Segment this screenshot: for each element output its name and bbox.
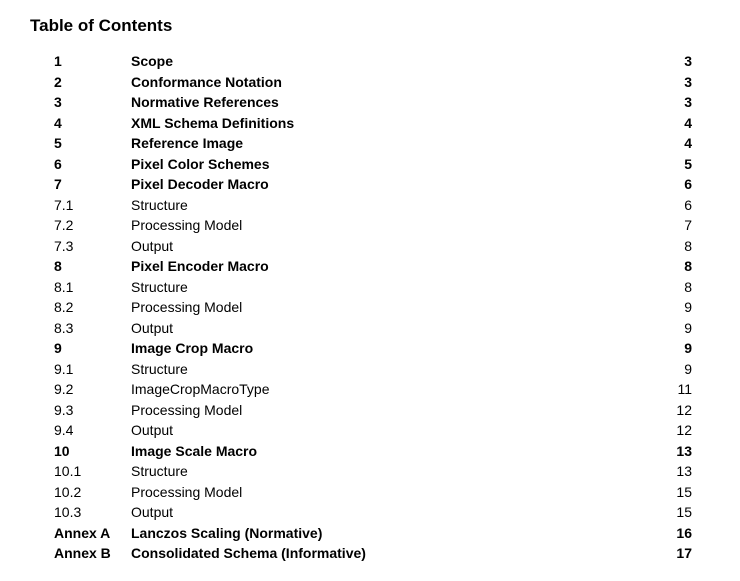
toc-entry[interactable] (0, 502, 740, 523)
toc-entry[interactable] (0, 277, 740, 298)
toc-entry[interactable] (0, 72, 740, 93)
toc-entry[interactable] (0, 174, 740, 195)
toc-entry-page-number: 3 (684, 53, 692, 69)
toc-entry-title: Pixel Decoder Macro (131, 176, 269, 192)
toc-entry[interactable] (0, 441, 740, 462)
toc-entry[interactable] (0, 154, 740, 175)
toc-entry-page-number: 9 (684, 319, 692, 336)
toc-entry-title: Output (131, 422, 174, 438)
toc-entry-page-number: 5 (684, 155, 692, 172)
toc-entry[interactable] (0, 256, 740, 277)
toc-entry[interactable] (0, 51, 740, 72)
toc-entry-title: Processing Model (131, 217, 243, 233)
toc-entry-number: 1 (54, 53, 62, 69)
toc-entry-title: Image Scale Macro (131, 442, 258, 459)
toc-entry-page-number: 4 (684, 135, 692, 151)
toc-entry-title: XML Schema Definitions (131, 114, 295, 131)
toc-entry-page-number: 8 (684, 258, 692, 274)
toc-entry-page-number: 13 (676, 442, 692, 459)
toc-entry[interactable] (0, 297, 740, 318)
toc-entry-page-number: 8 (684, 237, 692, 254)
toc-entry-page-number: 15 (676, 483, 692, 500)
toc-entry-page-number: 6 (684, 176, 692, 192)
toc-entry-page-number: 3 (684, 94, 692, 110)
toc-entry-number: 7 (54, 176, 62, 192)
toc-entry-page-number: 13 (676, 463, 692, 479)
toc-entry-title: Output (131, 319, 174, 336)
toc-entry-number: 10.3 (54, 504, 82, 520)
toc-entry-page-number: 8 (684, 278, 692, 295)
toc-entry[interactable] (0, 543, 740, 564)
toc-entry-title: Lanczos Scaling (Normative) (131, 524, 323, 541)
toc-entry-title: Structure (131, 278, 188, 295)
toc-entry-page-number: 9 (684, 360, 692, 377)
toc-entry[interactable] (0, 215, 740, 236)
toc-entry-title: Image Crop Macro (131, 340, 254, 356)
toc-entry-number: 9.4 (54, 422, 74, 438)
toc-entry-title: Structure (131, 360, 188, 377)
toc-entry[interactable] (0, 92, 740, 113)
toc-entry-title: ImageCropMacroType (131, 381, 270, 397)
toc-entry-page-number: 11 (677, 381, 692, 397)
toc-entry-page-number: 17 (676, 545, 692, 561)
toc-entry-number: 2 (54, 73, 62, 90)
toc-entry[interactable] (0, 461, 740, 482)
toc-entry-title: Processing Model (131, 483, 243, 500)
toc-entry-number: Annex B (54, 545, 111, 561)
toc-entry-title: Structure (131, 463, 188, 479)
toc-entry-number: 8.2 (54, 299, 74, 315)
toc-entry-number: 7.2 (54, 217, 74, 233)
toc-entry[interactable] (0, 420, 740, 441)
toc-entry[interactable] (0, 195, 740, 216)
toc-entry-number: 7.3 (54, 237, 74, 254)
toc-entry-page-number: 7 (684, 217, 692, 233)
toc-entry-title: Pixel Encoder Macro (131, 258, 269, 274)
toc-entry-number: 8.1 (54, 278, 74, 295)
toc-entry[interactable] (0, 400, 740, 421)
toc-entry-page-number: 12 (676, 422, 692, 438)
toc-entry-number: 6 (54, 155, 62, 172)
toc-entry-page-number: 9 (684, 299, 692, 315)
toc-entry-number: 10 (54, 442, 70, 459)
toc-entry-number: 10.2 (54, 483, 82, 500)
toc-entry-page-number: 9 (684, 340, 692, 356)
toc-entry-number: 9.3 (54, 401, 74, 418)
toc-entry[interactable] (0, 482, 740, 503)
toc-entry-title: Reference Image (131, 135, 244, 151)
toc-entry-number: Annex A (54, 524, 111, 541)
toc-entry-number: 5 (54, 135, 62, 151)
toc-list (0, 51, 740, 564)
toc-entry-title: Normative References (131, 94, 279, 110)
toc-entry-number: 9 (54, 340, 62, 356)
toc-entry[interactable] (0, 113, 740, 134)
toc-entry-title: Processing Model (131, 401, 243, 418)
toc-entry[interactable] (0, 338, 740, 359)
toc-entry-title: Consolidated Schema (Informative) (131, 545, 366, 561)
toc-entry-page-number: 16 (676, 524, 692, 541)
toc-entry-title: Structure (131, 196, 188, 213)
toc-entry-title: Output (131, 504, 174, 520)
toc-entry-number: 10.1 (54, 463, 82, 479)
toc-entry-number: 8.3 (54, 319, 74, 336)
toc-entry[interactable] (0, 523, 740, 544)
toc-entry-number: 4 (54, 114, 62, 131)
toc-entry-page-number: 15 (676, 504, 692, 520)
toc-entry[interactable] (0, 379, 740, 400)
toc-entry[interactable] (0, 318, 740, 339)
toc-entry-title: Output (131, 237, 174, 254)
toc-entry-page-number: 12 (676, 401, 692, 418)
toc-entry-number: 7.1 (54, 196, 74, 213)
toc-entry-title: Processing Model (131, 299, 243, 315)
toc-entry-page-number: 6 (684, 196, 692, 213)
toc-entry[interactable] (0, 133, 740, 154)
toc-entry-page-number: 4 (684, 114, 692, 131)
toc-entry-number: 3 (54, 94, 62, 110)
toc-entry-page-number: 3 (684, 73, 692, 90)
toc-entry-title: Pixel Color Schemes (131, 155, 270, 172)
toc-entry-title: Scope (131, 53, 174, 69)
toc-entry-title: Conformance Notation (131, 73, 282, 90)
toc-entry-number: 9.1 (54, 360, 74, 377)
toc-entry[interactable] (0, 236, 740, 257)
toc-entry-number: 9.2 (54, 381, 74, 397)
page-title: Table of Contents (30, 16, 173, 35)
toc-entry-number: 8 (54, 258, 62, 274)
toc-entry[interactable] (0, 359, 740, 380)
